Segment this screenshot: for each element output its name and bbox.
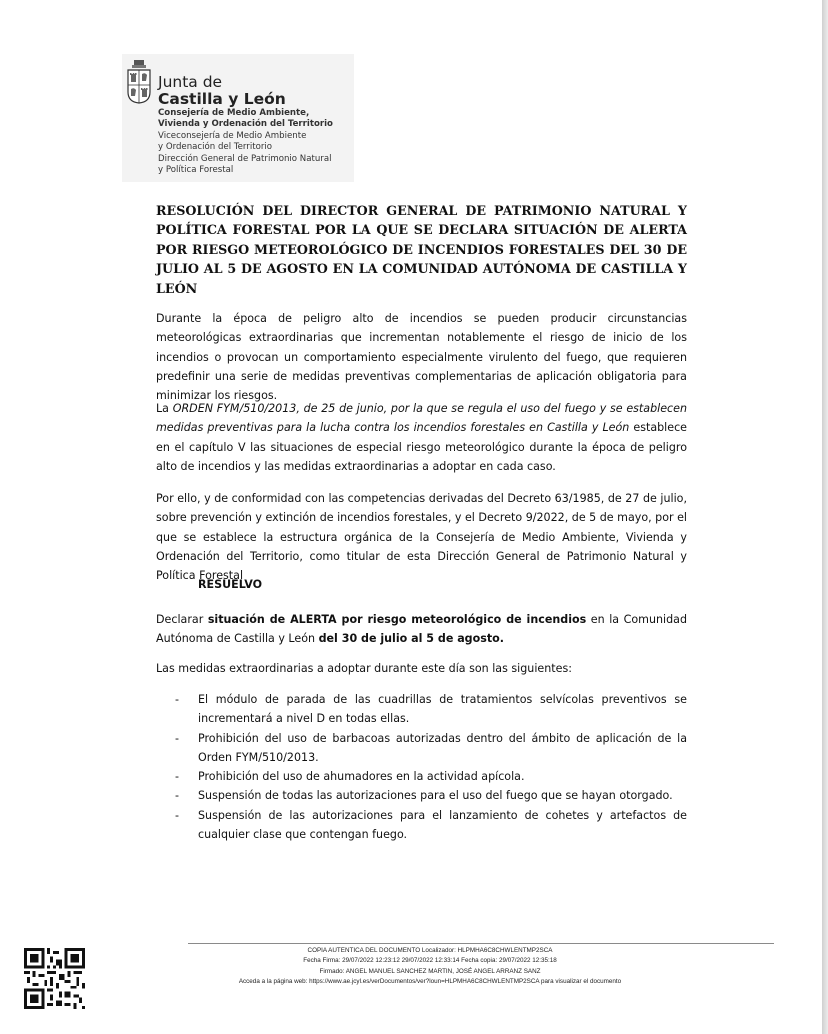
bullet-dash: - xyxy=(175,731,180,745)
declaration-alert: situación de ALERTA por riesgo meteorológico de incendios xyxy=(207,613,587,626)
logo-title xyxy=(158,74,286,108)
declaration-dates: del 30 de julio al 5 de agosto. xyxy=(318,632,504,646)
paragraph-orden-pre: La xyxy=(156,402,173,415)
viewer-page-shadow xyxy=(822,0,828,1034)
paragraph-orden-post: establece en el capítulo V las situaciones de especial riesgo meteorológico durante la época de peligro alto de incendios y las medidas extraordinarias a adoptar en cada caso. xyxy=(156,421,687,473)
logo-direccion-1: Dirección General de Patrimonio Natural xyxy=(158,154,332,165)
paragraph-orden-citation: ORDEN FYM/510/2013, de 25 de junio, por la que se regula el uso del fuego y se establecen medidas preventivas para la lucha contra los incendios forestales en Castilla y León xyxy=(156,402,687,435)
declaration-mid: en la Comunidad Autónoma de Castilla y León xyxy=(156,613,687,646)
bullet-dash: - xyxy=(175,770,180,784)
list-item xyxy=(156,806,687,845)
logo-subtitle xyxy=(158,108,333,178)
footer-url-line[interactable]: Acceda a la página web: https://www.ae.jcyl.es/verDocumentos/ver?loun=HLPMHA6C8CHWLENTMP2SCA para visualizar el documento xyxy=(238,977,622,985)
paragraph-orden xyxy=(156,399,687,476)
footer-dates-line: Fecha Firma: 29/07/2022 12:23:12 29/07/2022 12:33:14 Fecha copia: 29/07/2022 12:35:18 xyxy=(303,957,557,965)
list-item xyxy=(156,729,687,768)
logo-line2: Castilla y León xyxy=(158,90,286,108)
paragraph-intro: Durante la época de peligro alto de incendios se pueden producir circunstancias meteorológicas extraordinarias que incrementan notablemente el riesgo de inicio de los incendios o provocan un comportamiento especialmente virulento del fuego, que requieren predefinir una serie de medidas preventivas complementarias de aplicación obligatoria para minimizar los riesgos. xyxy=(156,312,687,403)
qr-code-icon[interactable] xyxy=(24,948,85,1009)
measures-list xyxy=(156,690,687,844)
resuelvo-heading: RESUELVO xyxy=(198,578,263,591)
footer-divider xyxy=(188,943,774,944)
logo-viceconsejeria-1: Viceconsejería de Medio Ambiente xyxy=(158,131,307,142)
measure-text: Suspensión de todas las autorizaciones para el uso del fuego que se hayan otorgado. xyxy=(198,789,673,803)
declaration-pre: Declarar xyxy=(156,613,208,626)
document-title: RESOLUCIÓN DEL DIRECTOR GENERAL DE PATRIMONIO NATURAL Y POLÍTICA FORESTAL POR LA QUE SE DECLARA SITUACIÓN DE ALERTA POR RIESGO METEOROLÓGICO DE INCENDIOS FORESTALES DEL 30 DE JULIO AL 5 DE AGOSTO EN LA COMUNIDAD AUTÓNOMA DE CASTILLA Y LEÓN xyxy=(156,203,687,296)
authentication-footer xyxy=(120,946,740,987)
junta-logo xyxy=(122,54,354,182)
measure-text: El módulo de parada de las cuadrillas de tratamientos selvícolas preventivos se incrementará a nivel D en todas ellas. xyxy=(198,693,687,726)
footer-signers-line: Firmado: ANGEL MANUEL SANCHEZ MARTIN, JOSÉ ANGEL ARRANZ SANZ xyxy=(319,967,541,975)
coat-of-arms-icon xyxy=(126,60,152,104)
bullet-dash: - xyxy=(175,808,180,822)
measure-text: Suspensión de las autorizaciones para el lanzamiento de cohetes y artefactos de cualquier clase que contengan fuego. xyxy=(198,808,687,842)
list-item xyxy=(156,767,687,786)
footer-copy-line: COPIA AUTENTICA DEL DOCUMENTO Localizador: HLPMHA6C8CHWLENTMP2SCA xyxy=(307,947,553,954)
logo-line1: Junta de xyxy=(158,73,223,91)
measure-text: Prohibición del uso de barbacoas autorizadas dentro del ámbito de aplicación de la Orden FYM/510/2013. xyxy=(198,731,687,764)
list-item xyxy=(156,690,687,729)
list-item xyxy=(156,786,687,805)
bullet-dash: - xyxy=(175,693,180,706)
logo-viceconsejeria-2: y Ordenación del Territorio xyxy=(158,141,273,152)
bullet-dash: - xyxy=(175,789,180,803)
logo-consejeria-2: Vivienda y Ordenación del Territorio xyxy=(158,118,333,129)
paragraph-declaration xyxy=(156,610,687,649)
measure-text: Prohibición del uso de ahumadores en la actividad apícola. xyxy=(198,770,525,784)
paragraph-competencias: Por ello, y de conformidad con las competencias derivadas del Decreto 63/1985, de 27 de julio, sobre prevención y extinción de incendios forestales, y el Decreto 9/2022, de 5 de mayo, por el que se establece la estructura orgánica de la Consejería de Medio Ambiente, Vivienda y Ordenación del Territorio, como titular de esta Dirección General de Patrimonio Natural y Política Forestal xyxy=(156,492,687,583)
logo-direccion-2: y Política Forestal xyxy=(158,164,234,175)
logo-consejeria-1: Consejería de Medio Ambiente, xyxy=(158,108,310,118)
paragraph-measures-intro: Las medidas extraordinarias a adoptar durante este día son las siguientes: xyxy=(156,662,572,675)
